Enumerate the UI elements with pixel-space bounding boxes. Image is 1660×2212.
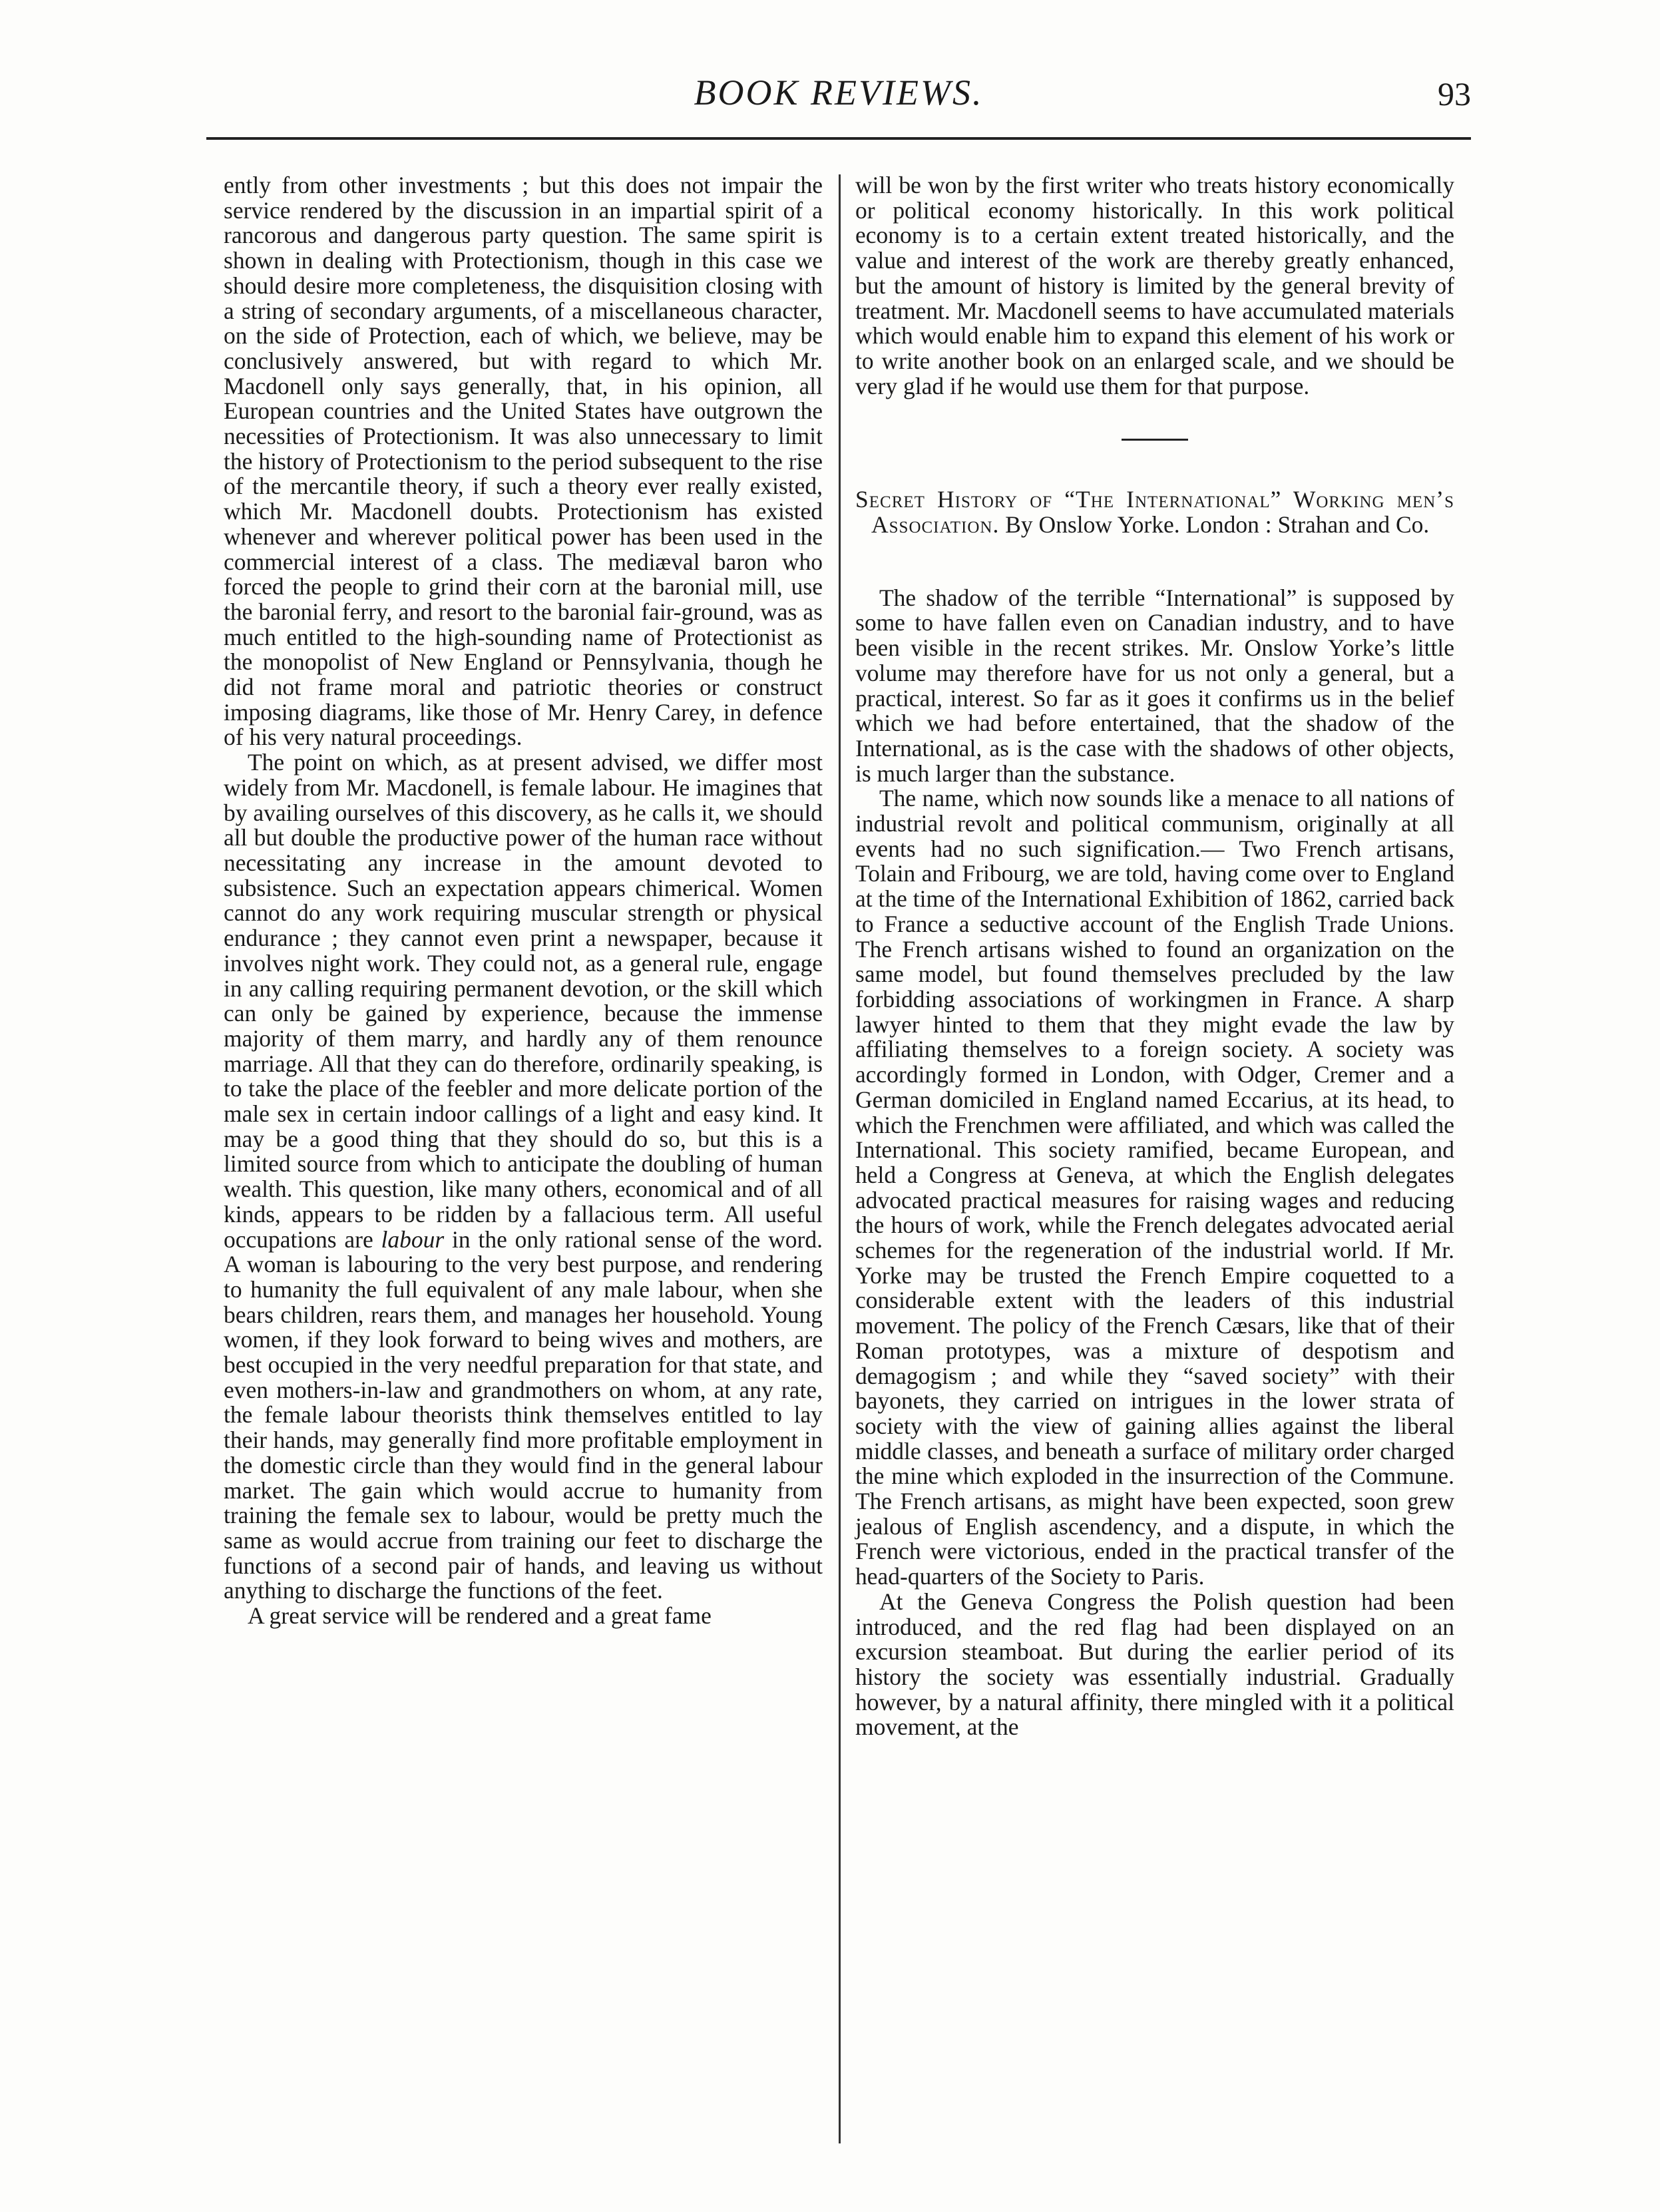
left-column: [224, 173, 823, 2143]
review-byline: By Onslow Yorke. London : Strahan and Co.: [999, 511, 1430, 539]
right-column: [855, 173, 1454, 2143]
paragraph: ently from other investments ; but this does not impair the service rendered by the discussion in an impartial spirit of a rancorous and dangerous party question. The same spirit is shown in dealing with Protectionism, though in this case we should desire more completeness, the disquisition closing with a string of secondary arguments, of a miscellaneous character, on the side of Protection, each of which, we believe, may be conclusively answered, but with regard to which Mr. Macdonell only says generally, that, in his opinion, all European countries and the United States have outgrown the necessities of Protectionism. It was also unnecessary to limit the history of Protectionism to the period subsequent to the rise of the mercantile theory, if such a theory ever really existed, which Mr. Macdonell doubts. Protectionism has existed whenever and wherever political power has been used in the commercial interest of a class. The mediæval baron who forced the people to grind their corn at the baronial mill, use the baronial ferry, and resort to the baronial fair-ground, was as much entitled to the high-sounding name of Protectionist as the monopolist of New England or Pennsylvania, though he did not frame moral and patriotic theories or construct imposing diagrams, like those of Mr. Henry Carey, in defence of his very natural proceedings.: [224, 172, 823, 751]
review-heading: [855, 487, 1454, 537]
paragraph-text: in the only rational sense of the word. A woman is labouring to the very best purpose, and rendering to humanity the full equivalent of any male labour, when she bears children, rears them, and manages her household. Young women, if they look forward to being wives and mothers, are best occupied in the very needful preparation for that state, and even mothers-in-law and grandmothers on whom, at any rate, the female labour theorists think themselves entitled to lay their hands, may generally find more profitable employment in the domestic circle than they would find in the general labour market. The gain which would accrue to humanity from training the female sex to labour, would be pretty much the same as would accrue from training our feet to discharge the functions of a second pair of hands, and leaving us without anything to discharge the functions of the feet.: [224, 1225, 823, 1604]
paragraph: will be won by the first writer who treats history economically or political economy historically. In this work political economy is to a certain extent treated historically, and the value and interest of the work are thereby greatly enhanced, but the amount of history is limited by the general brevity of treatment. Mr. Macdonell seems to have accumulated materials which would enable him to expand this element of his work or to write another book on an enlarged scale, and we should be very glad if he would use them for that purpose.: [855, 172, 1454, 399]
paragraph: A great service will be rendered and a great fame: [248, 1602, 712, 1630]
emphasis-text: labour: [381, 1225, 445, 1253]
review-title: Secret History of “The International” Working men’s Association.: [855, 486, 1454, 539]
paragraph: The name, which now sounds like a menace to all nations of industrial revolt and political communism, originally at all events had no such signification.— Two French artisans, Tolain and Fribourg, we are told, having come over to England at the time of the International Exhibition of 1862, carried back to France a seductive account of the English Trade Unions. The French artisans wished to found an organization on the same model, but found themselves precluded by the law forbidding associations of workingmen in France. A sharp lawyer hinted to them that they might evade the law by affiliating themselves to a foreign society. A society was accordingly formed in London, with Odger, Cremer and a German domiciled in England named Eccarius, at its head, to which the Frenchmen were affiliated, and which was called the International. This society ramified, became European, and held a Congress at Geneva, at which the English delegates advocated practical measures for raising wages and reducing the hours of work, while the French delegates advocated aerial schemes for the regeneration of the industrial world. If Mr. Yorke may be trusted the French Empire coquetted to a considerable extent with the leaders of this industrial movement. The policy of the French Cæsars, like that of their Roman prototypes, was a mixture of despotism and demagogism ; and while they “saved society” with their bayonets, they carried on intrigues in the lower strata of society with the view of gaining allies against the liberal middle classes, and beneath a surface of military order charged the mine which exploded in the insurrection of the Commune. The French artisans, as might have been expected, soon grew jealous of English ascendency, and a dispute, in which the French were victorious, ended in the practical transfer of the head-quarters of the Society to Paris.: [855, 785, 1455, 1590]
page-header: [206, 72, 1471, 138]
column-divider: [839, 174, 841, 2143]
paragraph: At the Geneva Congress the Polish question had been introduced, and the red flag had been displayed on an excursion steamboat. But during the earlier period of its history the society was essentially industrial. Gradually however, by a natural affinity, there mingled with it a political movement, at the: [855, 1588, 1454, 1741]
header-rule: [206, 137, 1471, 140]
paragraph: The shadow of the terrible “International” is supposed by some to have fallen even on Canadian industry, and to have been visible in the recent strikes. Mr. Onslow Yorke’s little volume may therefore have for us not only a general, but a practical, interest. So far as it goes it confirms us in the belief which we had before entertained, that the shadow of the International, as is the case with the shadows of other objects, is much larger than the substance.: [855, 584, 1454, 787]
page-number: 93: [1438, 75, 1471, 112]
paragraph: [224, 750, 823, 1604]
paragraph-text: The point on which, as at present advised, we differ most widely from Mr. Macdonell, is female labour. He imagines that by availing ourselves of this discovery, as he calls it, we should all but double the productive power of the human race without necessitating any increase in the amount devoted to subsistence. Such an expectation appears chimerical. Women cannot do any work requiring muscular strength or physical endurance ; they cannot even print a newspaper, because it involves night work. They could not, as a general rule, engage in any calling requiring permanent devotion, or the skill which can only be gained by experience, because the immense majority of them marry, and hardly any of them renounce marriage. All that they can do therefore, ordinarily speaking, is to take the place of the feebler and more delicate portion of the male sex in certain indoor callings of a light and easy kind. It may be a good thing that they should do so, but this is a limited source from which to anticipate the doubling of human wealth. This question, like many others, economical and of all kinds, appears to be ridden by a fallacious term. All useful occupations are: [224, 749, 823, 1253]
running-title: BOOK REVIEWS.: [694, 73, 984, 112]
section-separator: [1122, 439, 1188, 441]
